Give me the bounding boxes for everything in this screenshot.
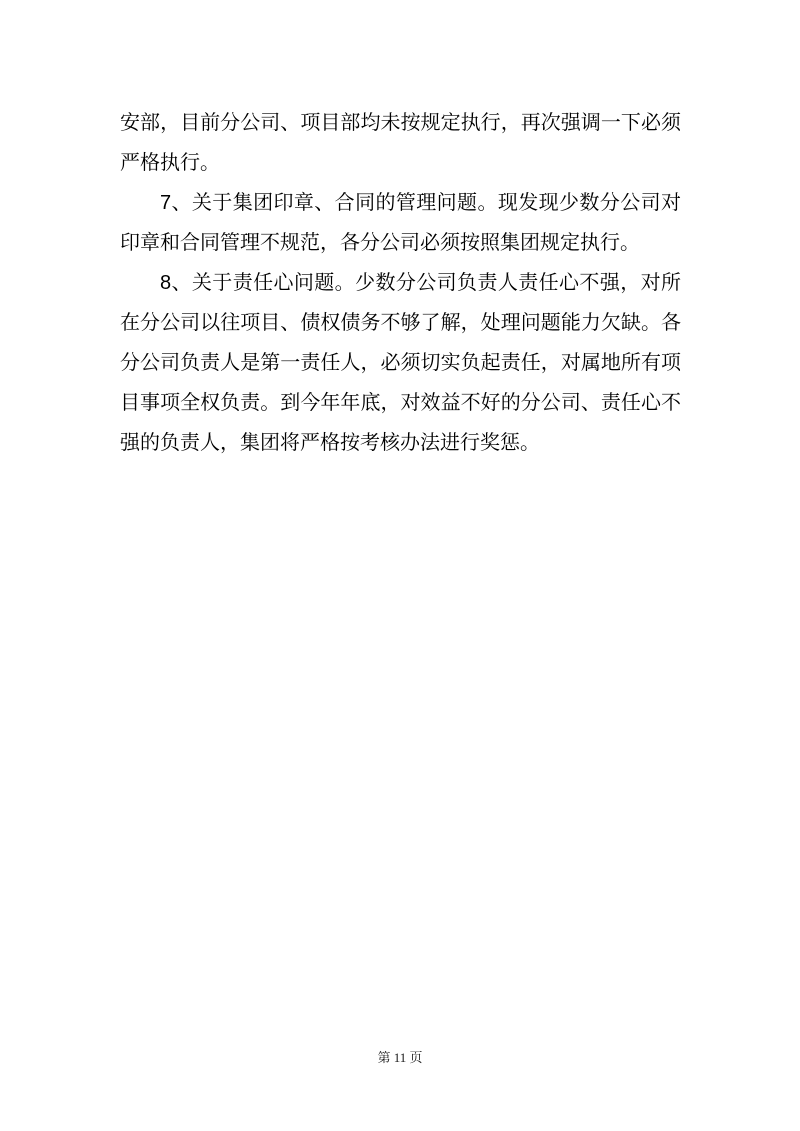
text-line: 7、关于集团印章、合同的管理问题。现发现少数分公司对 xyxy=(160,192,681,214)
text-line: 印章和合同管理不规范，各分公司必须按照集团规定执行。 xyxy=(120,232,640,254)
text-line: 分公司负责人是第一责任人，必须切实负起责任，对属地所有项 xyxy=(120,352,681,374)
document-body xyxy=(120,103,681,463)
text-line: 8、关于责任心问题。少数分公司负责人责任心不强，对所 xyxy=(160,272,681,294)
text-line: 强的负责人，集团将严格按考核办法进行奖惩。 xyxy=(120,432,540,454)
page-footer xyxy=(0,1049,800,1067)
text-line: 严格执行。 xyxy=(120,152,220,174)
text-line: 目事项全权负责。到今年年底，对效益不好的分公司、责任心不 xyxy=(120,392,681,414)
text-line: 安部，目前分公司、项目部均未按规定执行，再次强调一下必须 xyxy=(120,112,681,134)
text-line: 在分公司以往项目、债权债务不够了解，处理问题能力欠缺。各 xyxy=(120,312,681,334)
page-number-label: 第 11 页 xyxy=(377,1050,423,1065)
